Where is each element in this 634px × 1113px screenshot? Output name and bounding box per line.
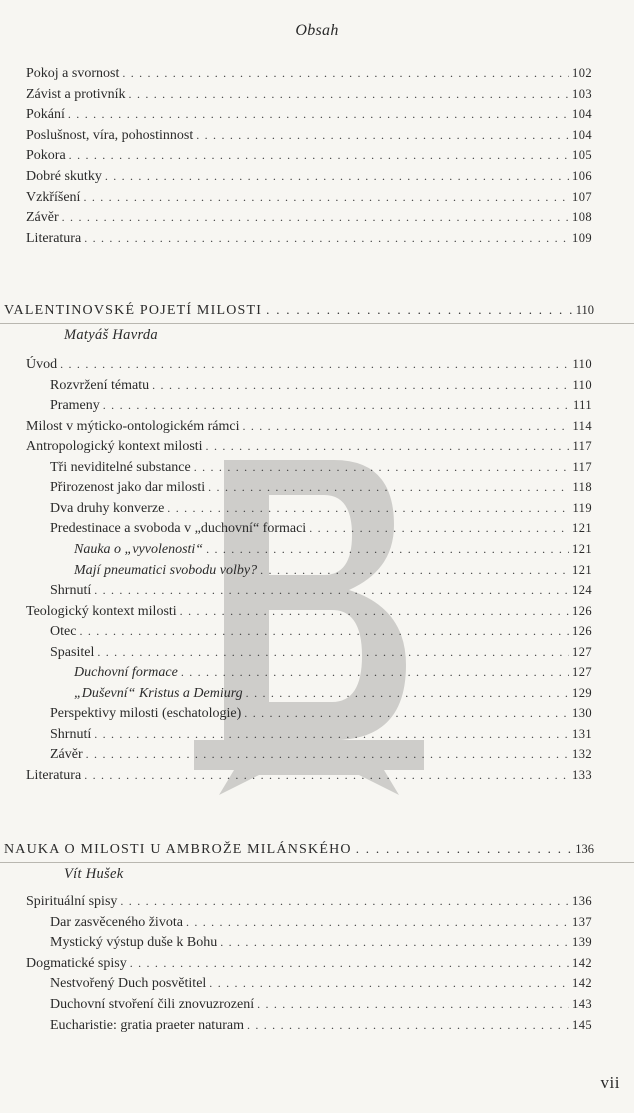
dot-leader	[206, 539, 569, 559]
toc-entry-page: 139	[572, 935, 592, 950]
toc-entry	[26, 207, 592, 227]
dot-leader	[220, 932, 569, 952]
toc-entry	[50, 1015, 592, 1035]
dot-leader	[69, 145, 569, 165]
toc-entry-title: „Duševní“ Kristus a Demiurg	[74, 685, 243, 701]
dot-leader	[196, 125, 569, 145]
toc-entry-page: 137	[572, 914, 592, 929]
dot-leader	[120, 891, 569, 911]
toc-entry-page: 145	[572, 1017, 592, 1032]
toc-entry	[26, 601, 592, 621]
page-number: vii	[600, 1073, 620, 1092]
toc-entry-page: 143	[572, 997, 592, 1011]
dot-leader	[105, 166, 569, 186]
toc-entry-page: 121	[572, 562, 592, 577]
toc-entry	[26, 84, 592, 104]
toc-entry-page: 142	[572, 955, 592, 970]
toc-entry-title: Spirituální spisy	[26, 894, 118, 909]
toc-entry	[26, 125, 592, 145]
chapter-title: VALENTINOVSKÉ POJETÍ MILOSTI	[4, 303, 263, 318]
dot-leader	[309, 518, 569, 538]
toc-entry-title: Pokání	[26, 107, 65, 123]
toc-entry-page: 104	[572, 127, 592, 142]
dot-leader	[130, 953, 569, 973]
dot-leader	[186, 912, 569, 932]
chapter-page: 136	[575, 842, 594, 856]
chapter-heading	[4, 299, 594, 321]
toc-entry-title: Dogmatické spisy	[26, 955, 127, 971]
dot-leader	[83, 187, 569, 207]
toc-entry	[50, 973, 592, 993]
toc-entry-title: Duchovní formace	[74, 665, 178, 681]
toc-entry-page: 121	[572, 521, 592, 536]
toc-entry	[50, 621, 592, 641]
toc-entry	[50, 642, 592, 662]
dot-leader	[62, 207, 569, 227]
divider	[0, 862, 634, 863]
toc-entry-title: Tři neviditelné substance	[50, 459, 191, 475]
dot-leader	[206, 436, 570, 456]
dot-leader	[84, 765, 569, 785]
toc-entry-page: 117	[572, 439, 592, 454]
dot-leader	[94, 724, 569, 744]
toc-entry-title: Poslušnost, víra, pohostinnost	[26, 127, 194, 143]
toc-entry-page: 106	[572, 169, 592, 183]
toc-entry-page: 127	[572, 665, 592, 680]
toc-entry-page: 129	[572, 685, 592, 700]
toc-entry-page: 109	[572, 230, 592, 245]
dot-leader	[122, 63, 569, 83]
toc-entry-page: 110	[572, 377, 592, 392]
toc-entry-title: Dva druhy konverze	[50, 500, 165, 516]
toc-entry	[50, 395, 592, 415]
chapter-author: Vít Hušek	[64, 866, 124, 882]
toc-entry-page: 110	[572, 357, 592, 371]
toc-entry-page: 104	[572, 107, 592, 122]
toc-entry	[74, 539, 592, 559]
running-header: Obsah	[295, 22, 339, 39]
toc-entry	[50, 932, 592, 952]
toc-entry	[26, 416, 592, 436]
toc-entry-page: 136	[572, 894, 592, 908]
dot-leader	[257, 994, 569, 1014]
toc-entry-page: 126	[572, 624, 592, 639]
toc-entry	[26, 228, 592, 248]
toc-entry	[50, 703, 592, 723]
dot-leader	[247, 1015, 569, 1035]
dot-leader	[84, 228, 569, 248]
toc-entry-title: Milost v mýticko-ontologickém rámci	[26, 418, 240, 434]
toc-entry-page: 131	[572, 726, 592, 741]
dot-leader	[356, 838, 572, 860]
dot-leader	[208, 477, 569, 497]
dot-leader	[242, 416, 569, 436]
toc-entry-page: 132	[572, 747, 592, 762]
toc-entry	[26, 953, 592, 973]
toc-entry-title: Prameny	[50, 398, 100, 414]
toc-entry	[26, 166, 592, 186]
dot-leader	[129, 84, 570, 104]
chapter-heading	[4, 838, 594, 860]
toc-entry-title: Dar zasvěceného života	[50, 914, 183, 930]
toc-entry	[50, 724, 592, 744]
toc-entry-title: Nauka o „vyvolenosti“	[74, 541, 204, 557]
toc-entry-title: Literatura	[26, 230, 82, 246]
toc-entry-page: 103	[572, 86, 592, 101]
dot-leader	[94, 580, 569, 600]
toc-entry-title: Eucharistie: gratia praeter naturam	[50, 1017, 244, 1033]
toc-entry	[50, 477, 592, 497]
toc-entry-title: Závěr	[26, 210, 59, 226]
toc-entry-page: 119	[572, 500, 592, 515]
toc-entry-page: 142	[572, 976, 592, 991]
toc-entry-page: 108	[572, 210, 592, 225]
dot-leader	[60, 354, 569, 374]
dot-leader	[244, 703, 569, 723]
toc-entry-page: 107	[572, 189, 592, 204]
toc-entry-title: Spasitel	[50, 644, 95, 660]
chapter-title: NAUKA O MILOSTI U AMBROŽE MILÁNSKÉHO	[4, 842, 352, 857]
toc-entry-title: Mají pneumatici svobodu volby?	[74, 562, 258, 578]
toc-entry-title: Nestvořený Duch posvětitel	[50, 976, 207, 992]
toc-entry-title: Duchovní stvoření čili znovuzrození	[50, 997, 255, 1012]
dot-leader	[209, 973, 569, 993]
toc-entry-title: Přirozenost jako dar milosti	[50, 480, 206, 496]
toc-entry-title: Predestinace a svoboda v „duchovní“ formaci	[50, 521, 307, 537]
dot-leader	[152, 375, 569, 395]
toc-entry	[50, 912, 592, 932]
toc-entry-title: Otec	[50, 624, 77, 640]
toc-entry-title: Vzkříšení	[26, 189, 81, 205]
toc-entry-title: Teologický kontext milosti	[26, 603, 177, 619]
dot-leader	[266, 299, 572, 321]
toc-entry-page: 133	[572, 768, 592, 782]
toc-entry	[50, 375, 592, 395]
toc-entry-title: Závist a protivník	[26, 86, 126, 102]
toc-entry-title: Shrnutí	[50, 726, 92, 742]
divider	[0, 323, 634, 324]
dot-leader	[167, 498, 569, 518]
toc-entry-page: 126	[572, 603, 592, 618]
toc-entry-title: Shrnutí	[50, 583, 92, 599]
toc-entry-title: Pokora	[26, 148, 66, 164]
toc-entry	[26, 891, 592, 911]
chapter-author: Matyáš Havrda	[64, 327, 158, 343]
toc-entry-title: Perspektivy milosti (eschatologie)	[50, 706, 242, 722]
toc-entry	[26, 354, 592, 374]
toc-entry-title: Literatura	[26, 768, 82, 783]
toc-entry	[26, 187, 592, 207]
dot-leader	[79, 621, 569, 641]
toc-entry-title: Rozvržení tématu	[50, 377, 150, 393]
toc-entry	[26, 145, 592, 165]
toc-entry-page: 102	[572, 66, 592, 80]
toc-entry-title: Úvod	[26, 357, 58, 372]
toc-entry-page: 127	[572, 644, 592, 659]
toc-entry	[74, 683, 592, 703]
toc-entry-page: 118	[572, 480, 592, 495]
toc-entry	[50, 498, 592, 518]
toc-entry	[74, 560, 592, 580]
toc-entry-page: 111	[572, 398, 592, 413]
dot-leader	[97, 642, 569, 662]
toc-entry	[50, 518, 592, 538]
toc-entry	[50, 457, 592, 477]
toc-entry	[74, 662, 592, 682]
toc-entry-page: 121	[572, 541, 592, 556]
toc-entry-title: Antropologický kontext milosti	[26, 439, 203, 455]
toc-entry-page: 130	[572, 706, 592, 721]
dot-leader	[103, 395, 570, 415]
toc-entry-page: 124	[572, 583, 592, 598]
toc-entry-title: Dobré skutky	[26, 169, 102, 184]
dot-leader	[194, 457, 570, 477]
toc-entry	[50, 580, 592, 600]
dot-leader	[246, 683, 569, 703]
toc-entry	[26, 63, 592, 83]
toc-entry-page: 105	[572, 148, 592, 163]
toc-entry	[26, 765, 592, 785]
toc-entry	[26, 436, 592, 456]
toc-entry-page: 114	[572, 418, 592, 433]
dot-leader	[180, 601, 569, 621]
toc-entry	[50, 744, 592, 764]
toc-entry-page: 117	[572, 459, 592, 474]
dot-leader	[260, 560, 569, 580]
toc-entry-title: Mystický výstup duše k Bohu	[50, 935, 218, 951]
dot-leader	[68, 104, 569, 124]
chapter-page: 110	[575, 303, 594, 317]
toc-entry	[50, 994, 592, 1014]
toc-entry-title: Pokoj a svornost	[26, 66, 120, 81]
dot-leader	[181, 662, 569, 682]
dot-leader	[86, 744, 569, 764]
toc-entry	[26, 104, 592, 124]
toc-entry-title: Závěr	[50, 747, 83, 763]
